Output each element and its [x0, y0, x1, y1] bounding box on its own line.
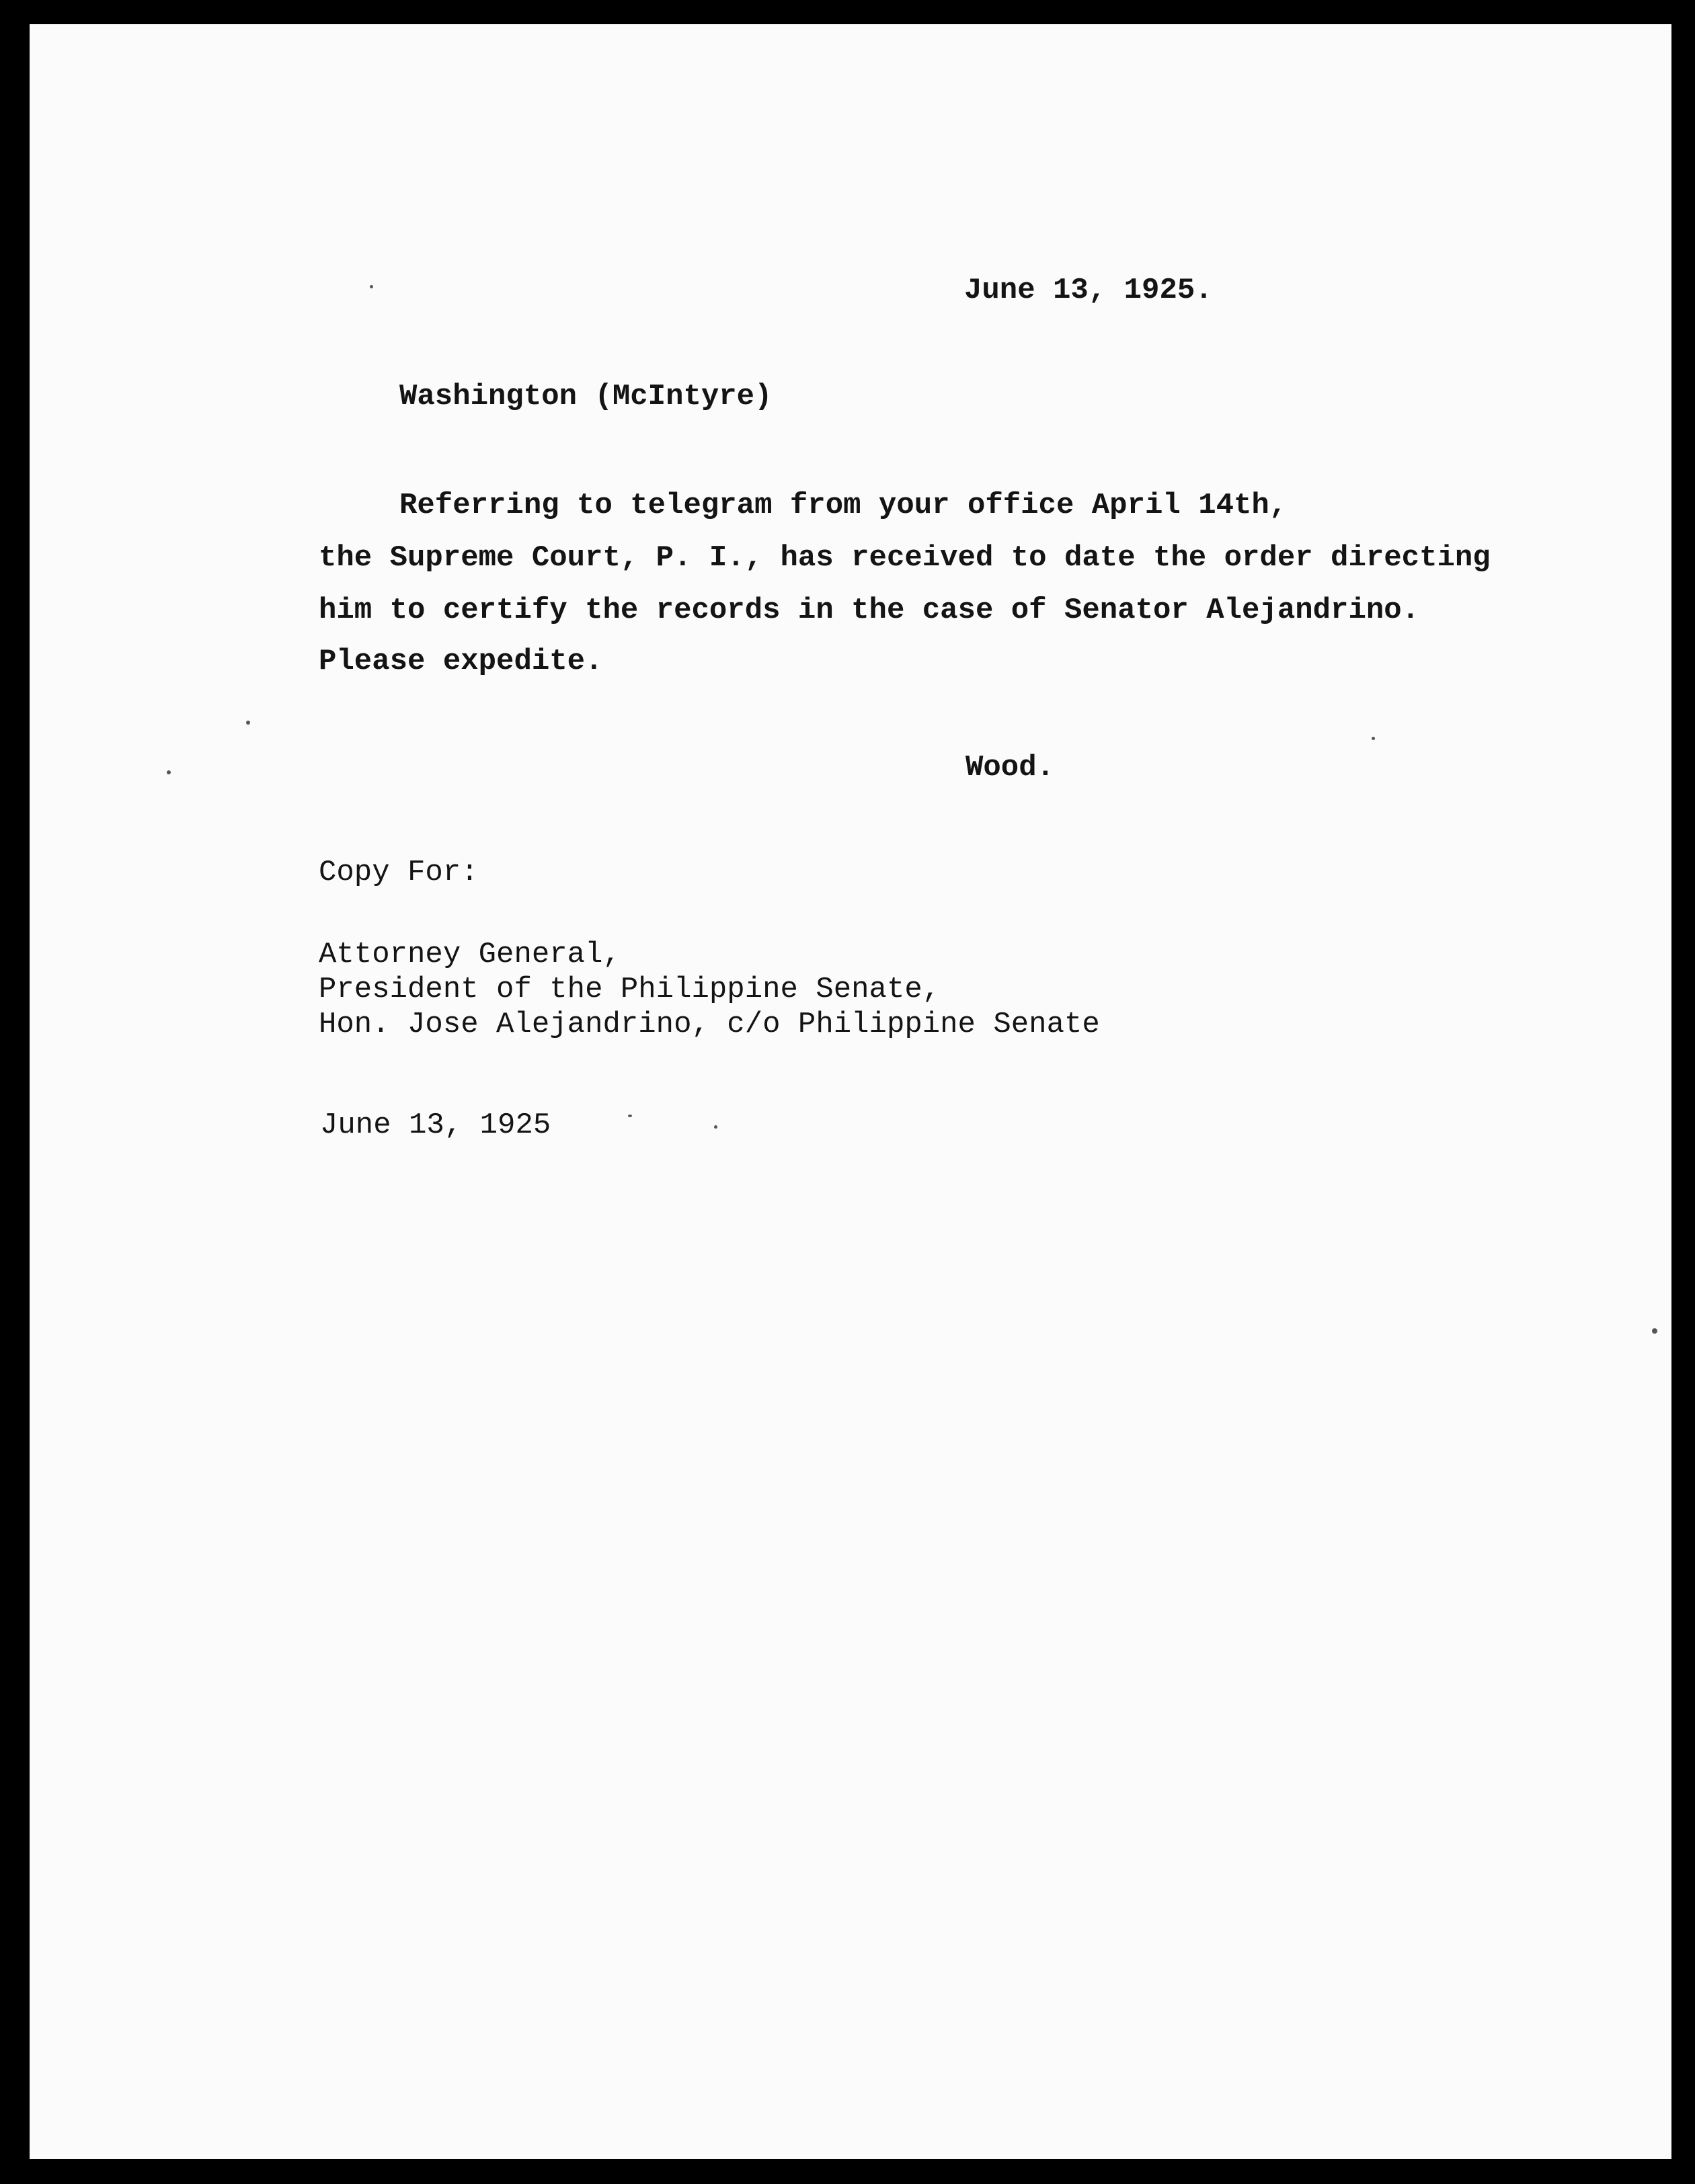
signature: Wood.: [965, 751, 1055, 784]
paper-speck: [628, 1115, 632, 1117]
footer-date: June 13, 1925: [320, 1108, 551, 1142]
paper-speck: [1372, 737, 1375, 740]
paper-speck: [1652, 1328, 1657, 1334]
addressee: Washington (McIntyre): [399, 380, 773, 413]
body-line: him to certify the records in the case of Senator Alejandrino.: [319, 594, 1420, 627]
paper-speck: [246, 721, 250, 725]
body-line: the Supreme Court, P. I., has received to date the order directing: [319, 541, 1491, 575]
copy-for-label: Copy For:: [319, 856, 479, 889]
letter-date: June 13, 1925.: [964, 274, 1213, 307]
paper-speck: [370, 285, 373, 288]
copy-recipient: Attorney General,: [319, 938, 621, 971]
copy-recipient: Hon. Jose Alejandrino, c/o Philippine Senate: [319, 1008, 1100, 1041]
paper-speck: [714, 1125, 717, 1129]
body-line: Please expedite.: [319, 645, 603, 678]
copy-recipient: President of the Philippine Senate,: [319, 973, 941, 1006]
letter-page: [30, 24, 1671, 2159]
body-line: Referring to telegram from your office April 14th,: [399, 489, 1288, 522]
paper-speck: [167, 770, 171, 774]
